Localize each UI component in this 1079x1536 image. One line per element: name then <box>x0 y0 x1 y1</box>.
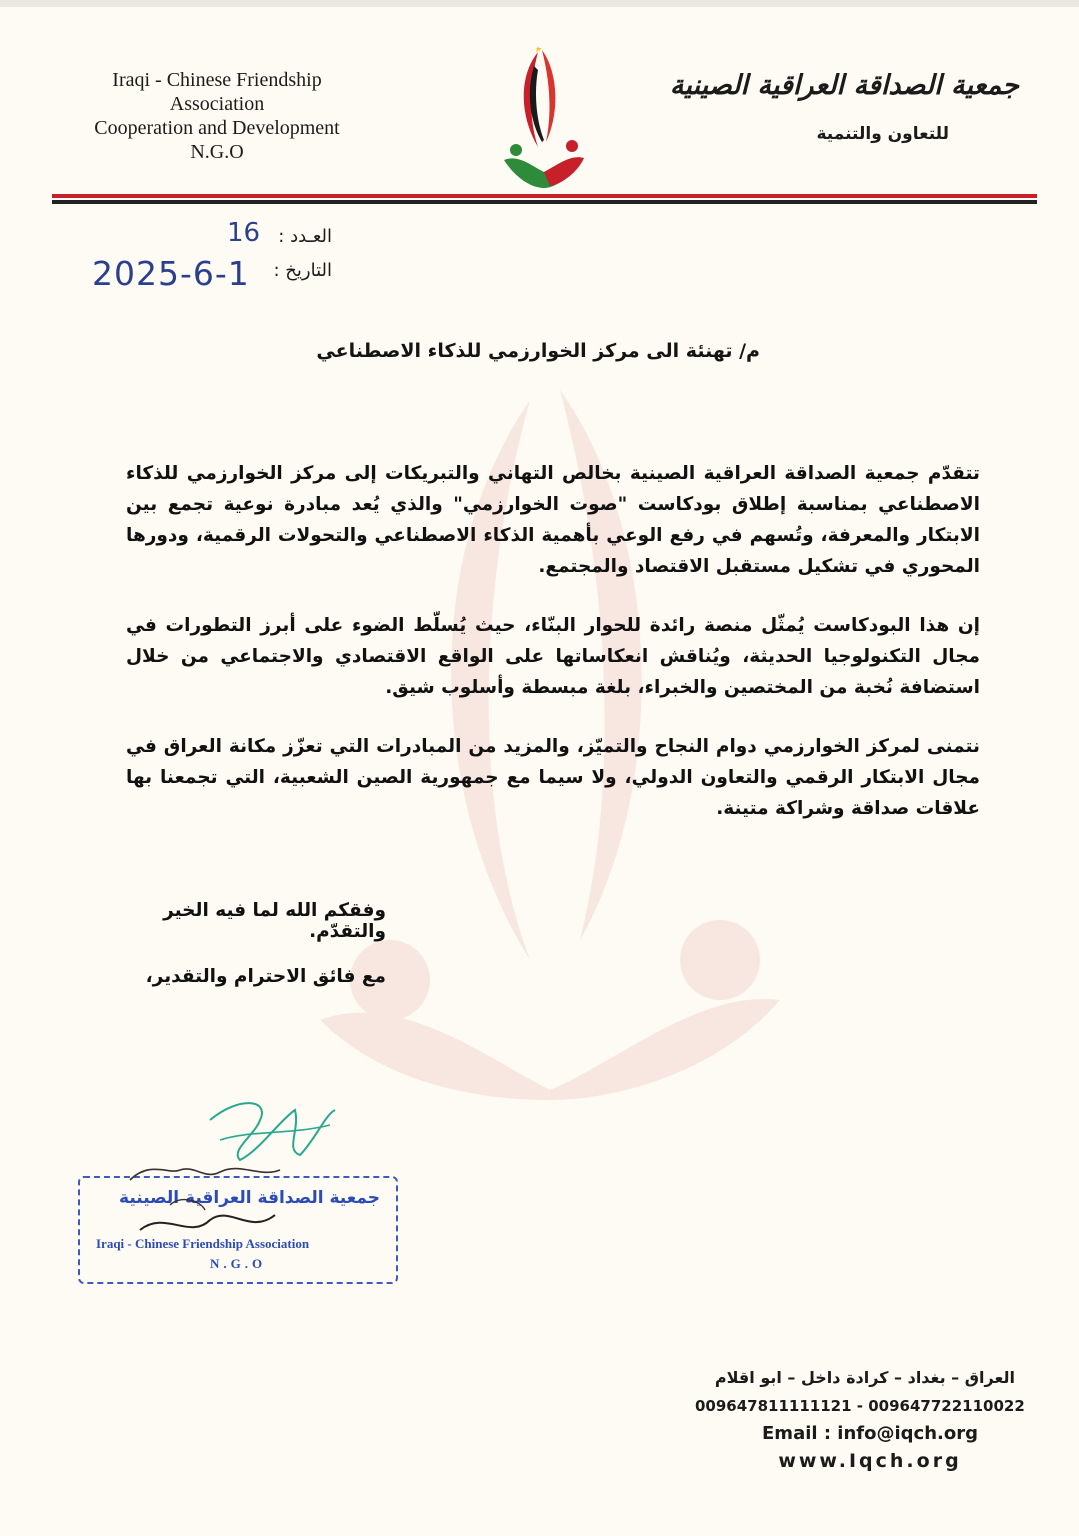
english-header-line-1: Iraqi - Chinese Friendship <box>112 69 322 91</box>
english-header <box>62 68 372 164</box>
header-rule-red <box>52 194 1037 198</box>
english-header-line-3: Cooperation and Development <box>94 117 340 139</box>
footer-phones: 009647811111121 - 009647722110022 <box>695 1397 1025 1415</box>
footer-address: العراق – بغداد – كرادة داخل – ابو اقلام <box>714 1368 1015 1387</box>
body-paragraph-1: تتقدّم جمعية الصداقة العراقية الصينية بخالص التهاني والتبريكات إلى مركز الخوارزمي للذكاء الاصطناعي بمناسبة إطلاق بودكاست "صوت الخوارزمي" والذي يُعد مبادرة نوعية تجمع بين الابتكار والمعرفة، وتُسهم في رفع الوعي بأهمية الذكاء الاصطناعي والتحولات الرقمية، ودورها المحوري في تشكيل مستقبل الاقتصاد والمجتمع. <box>126 463 980 577</box>
english-header-line-4: N.G.O <box>190 141 244 163</box>
closing-line-1: وفقكم الله لما فيه الخير والتقدّم. <box>163 900 386 942</box>
reference-date-row <box>92 252 342 293</box>
handwritten-title-scribble <box>110 1150 300 1260</box>
footer-email: Email : info@iqch.org <box>762 1423 978 1444</box>
letter-footer <box>695 1368 1025 1472</box>
stamp-ngo-text: N.G.O <box>209 1256 267 1271</box>
reference-date-label: التاريخ : <box>273 260 332 281</box>
english-header-line-2: Association <box>169 93 265 115</box>
closing-line-1-row <box>126 900 980 942</box>
reference-number-row <box>92 218 342 252</box>
arabic-header-title: جمعية الصداقة العراقية الصينية <box>669 70 1019 101</box>
reference-number-label: العـدد : <box>278 226 332 247</box>
association-logo <box>498 42 590 192</box>
reference-number-value: 16 <box>227 218 261 248</box>
stamp-english-text: Iraqi - Chinese Friendship Association <box>96 1236 310 1251</box>
closing-line-2-row <box>126 966 980 987</box>
body-paragraph-2: إن هذا البودكاست يُمثّل منصة رائدة للحوار البنّاء، حيث يُسلّط الضوء على أبرز التطورات في مجال التكنولوجيا الحديثة، ويُناقش انعكاساتها على الواقع الاقتصادي والاجتماعي من خلال استضافة نُخبة من المختصين والخبراء، بلغة مبسطة وأسلوب شيق. <box>126 615 980 698</box>
body-paragraph-3: نتمنى لمركز الخوارزمي دوام النجاح والتميّز، والمزيد من المبادرات التي تعزّز مكانة العراق في مجال الابتكار الرقمي والتعاون الدولي، ولا سيما مع جمهورية الصين الشعبية، التي تجمعنا بها علاقات صداقة وشراكة متينة. <box>126 736 980 819</box>
letter-subject: م/ تهنئة الى مركز الخوارزمي للذكاء الاصطناعي <box>316 340 760 362</box>
footer-website: www.Iqch.org <box>778 1450 962 1472</box>
arabic-header <box>669 66 1019 144</box>
reference-date-value: 2025-6-1 <box>92 254 250 293</box>
closing-line-2: مع فائق الاحترام والتقدير، <box>145 966 386 987</box>
letter-body <box>126 458 980 852</box>
stamp-arabic-text: جمعية الصداقة العراقية الصينية <box>119 1188 380 1208</box>
reference-block <box>92 218 342 293</box>
top-strip <box>0 0 1079 7</box>
arabic-header-subtitle: للتعاون والتنمية <box>816 124 949 144</box>
header-rule-black <box>52 200 1037 204</box>
